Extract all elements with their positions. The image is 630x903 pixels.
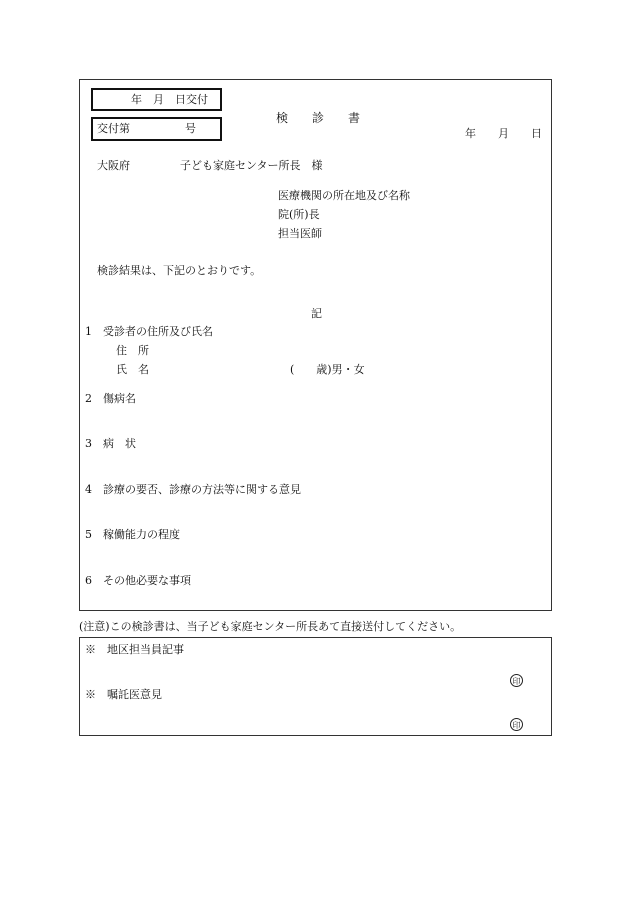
item-4-opinion: 4 診療の要否、診療の方法等に関する意見	[85, 483, 301, 496]
item-3-condition: 3 病 状	[85, 437, 136, 450]
commission-doctor-note: ※ 嘱託医意見	[85, 688, 162, 701]
prefecture-label: 大阪府	[97, 159, 130, 172]
institution-name-label: 医療機関の所在地及び名称	[278, 189, 410, 202]
doctor-label: 担当医師	[278, 227, 322, 240]
seal-icon: 印	[510, 674, 523, 687]
name-label: 氏 名	[116, 363, 149, 376]
ki-heading: 記	[311, 307, 322, 320]
item-5-work-ability: 5 稼働能力の程度	[85, 528, 180, 541]
recipient-label: 子ども家庭センター所長 様	[180, 159, 323, 172]
document-title: 検 診 書	[276, 111, 361, 125]
document-date: 年 月 日	[465, 127, 542, 140]
intro-text: 検診結果は、下記のとおりです。	[97, 264, 262, 277]
item-6-other: 6 その他必要な事項	[85, 574, 191, 587]
item-2-disease: 2 傷病名	[85, 392, 136, 405]
age-gender-field: ( 歳)男・女	[290, 363, 365, 376]
note-text: (注意)この検診書は、当子ども家庭センター所長あて直接送付してください。	[79, 620, 462, 633]
item-1-patient: 1 受診者の住所及び氏名	[85, 325, 213, 338]
address-label: 住 所	[116, 344, 149, 357]
issue-number-field: 交付第 号	[97, 122, 196, 135]
seal-icon: 印	[510, 718, 523, 731]
issue-date-field: 年 月 日交付	[131, 93, 208, 106]
district-officer-note: ※ 地区担当員記事	[85, 643, 184, 656]
director-label: 院(所)長	[278, 208, 320, 221]
